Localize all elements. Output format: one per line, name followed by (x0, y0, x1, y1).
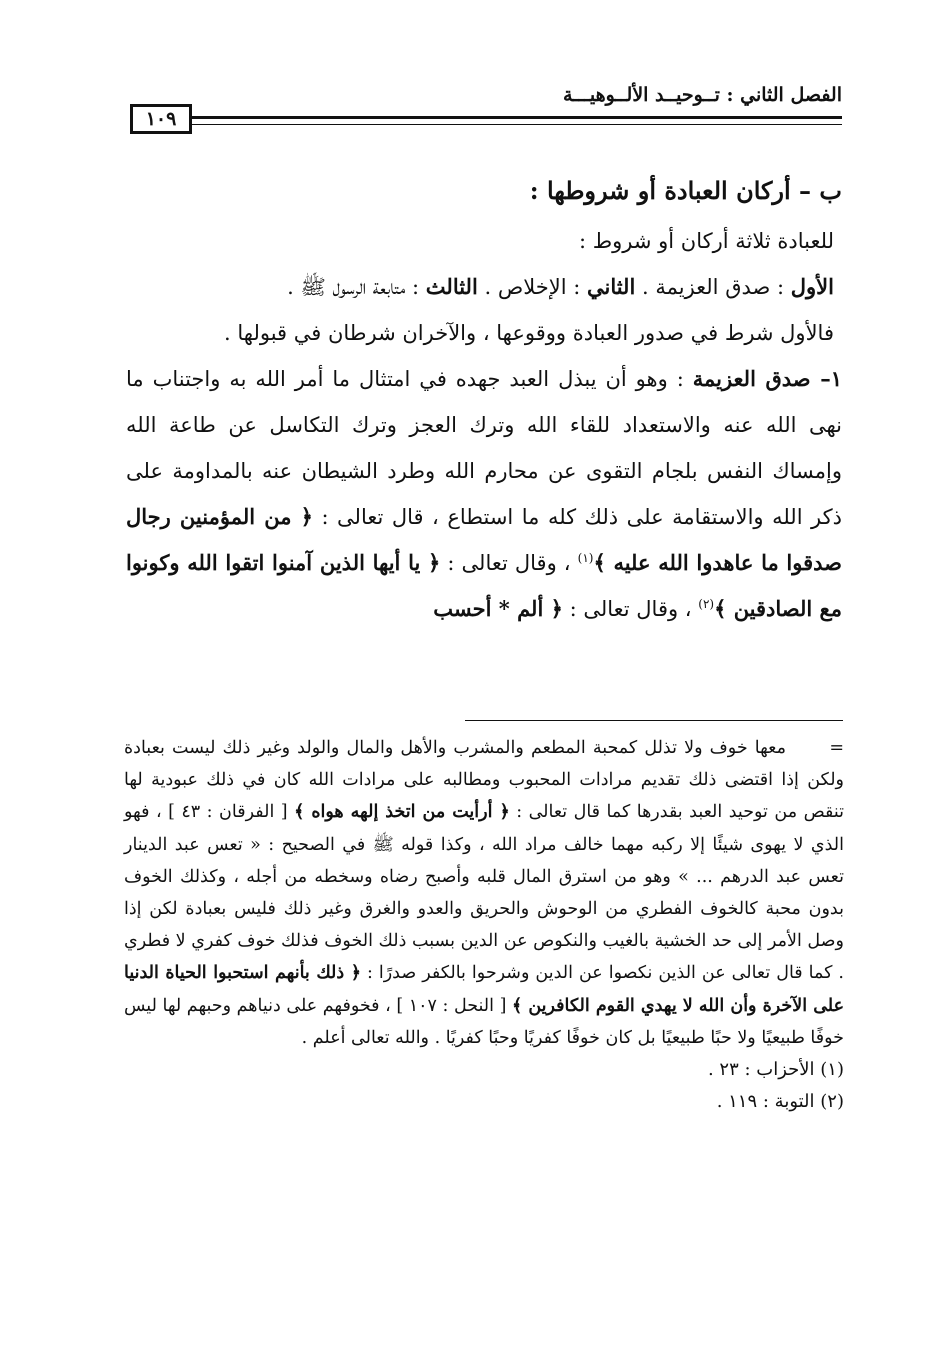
footnote-2-text: التوبة : ١١٩ . (716, 1091, 821, 1113)
footnote-2 (124, 1086, 844, 1118)
pillar-first-text: : صدق العزيمة . (635, 275, 791, 299)
point1-between-1: ، وقال تعالى : (440, 551, 578, 575)
pillar-third-text: : متابعة الرسول ﷺ . (287, 275, 426, 299)
intro-paragraph: للعبادة ثلاثة أركان أو شروط : (578, 229, 834, 253)
pillars-paragraph (126, 264, 842, 310)
footnote-ref-2: (٢) (698, 597, 715, 611)
main-text (126, 168, 842, 632)
point1-label: ١– صدق العزيمة (692, 366, 842, 391)
fn-cite-2: [ النحل : ١٠٧ ] (390, 995, 512, 1016)
fn-verse-1: ﴿ أرأيت من اتخذ إلهه هواه ﴾ (294, 802, 510, 823)
relation-paragraph: فالأول شرط في صدور العبادة ووقوعها ، والآخران شرطان في قبولها . (224, 321, 834, 345)
fn-part-1: معها خوف ولا تذلل كمحبة المطعم والمشرب والأهل والمال والولد وغير ذلك ليست بعبادة ولكن إذا اقتضى ذلك تقديم مرادات المحبوب ومطالبه على مرادات الله كان في ذلك عبودية لها تنقص من توحيد العبد بقدرها كما قال تعالى : (124, 738, 845, 823)
footnote-separator (465, 720, 843, 721)
section-heading: ب – أركان العبادة أو شروطها : (529, 176, 842, 205)
point1-between-2: ، وقال تعالى : (562, 597, 699, 621)
point1-text: : وهو أن يبذل العبد جهده في امتثال ما أمر الله به واجتناب ما نهى الله عنه والاستعداد للقاء الله وترك العجز وترك التكاسل عن طاعة الله وإمساك النفس بلجام التقوى عن محارم الله وطرد الشيطان عنه بالمداومة على ذكر الله والاستقامة على ذلك كله ما استطاع ، قال تعالى : (126, 367, 842, 529)
page-number: ١٠٩ (130, 104, 192, 134)
point1-paragraph (126, 356, 842, 632)
chapter-title: الفصل الثاني : تــوحيــد الألــوهيـــة (562, 84, 842, 106)
footnote-1 (124, 1054, 844, 1086)
verse-3: ﴿ ألم * أحسب (433, 596, 563, 621)
fn-part-3: ، فخوفهم على دنياهم وحبهم لها ليس خوفًا طبيعيًا ولا حبًا طبيعيًا بل كان خوفًا كفريًا وحبًا كفريًا . والله تعالى أعلم . (124, 995, 844, 1048)
footnote-ref-1: (١) (577, 551, 594, 565)
page-header (130, 84, 842, 134)
pillar-second-label: الثاني (586, 274, 636, 299)
continuation-mark: = (829, 738, 844, 758)
header-rule-thick (190, 116, 842, 119)
footnote-continued-body (124, 738, 844, 1048)
verse-2: ﴿ يا أيها الذين آمنوا اتقوا الله وكونوا مع الصادقين ﴾ (126, 550, 842, 621)
pillar-third-label: الثالث (425, 274, 478, 299)
footnote-1-text: الأحزاب : ٢٣ . (707, 1059, 821, 1081)
verse-1: ﴿ من المؤمنين رجال صدقوا ما عاهدوا الله عليه ﴾ (126, 504, 842, 575)
footnote-continued (124, 732, 844, 1054)
fn-part-2: ، فهو الذي لا يهوى شيئًا إلا ركبه مهما خالف مراد الله ، وكذا قوله ﷺ في الصحيح : « تعس عبد الدينار تعس عبد الدرهم ... » وهو من استرق المال قلبه وأصبح رضاه وسخطه من أجله ، وكذلك الخوف بدون محبة كالخوف الفطري من الوحوش والحريق والعدو والغرق وغير ذلك فليس بعبادة لكن إذا وصل الأمر إلى حد الخشية بالغيب والنكوص عن الدين بسبب ذلك الخوف فذلك خوف كفري لا فطري . كما قال تعالى عن الذين نكصوا عن الدين وشرحوا بالكفر صدرًا : (124, 802, 844, 984)
footnote-2-number: (٢) (820, 1091, 844, 1113)
header-rule-thin (190, 124, 842, 125)
pillar-second-text: : الإخلاص . (477, 275, 587, 299)
pillar-first-label: الأول (790, 274, 834, 299)
fn-cite-1: [ الفرقان : ٤٣ ] (161, 802, 295, 823)
fn-verse-2: ﴿ ذلك بأنهم استحبوا الحياة الدنيا على الآخرة وأن الله لا يهدي القوم الكافرين ﴾ (124, 963, 845, 1016)
footnote-1-number: (١) (820, 1059, 844, 1081)
footnotes (124, 732, 844, 1118)
